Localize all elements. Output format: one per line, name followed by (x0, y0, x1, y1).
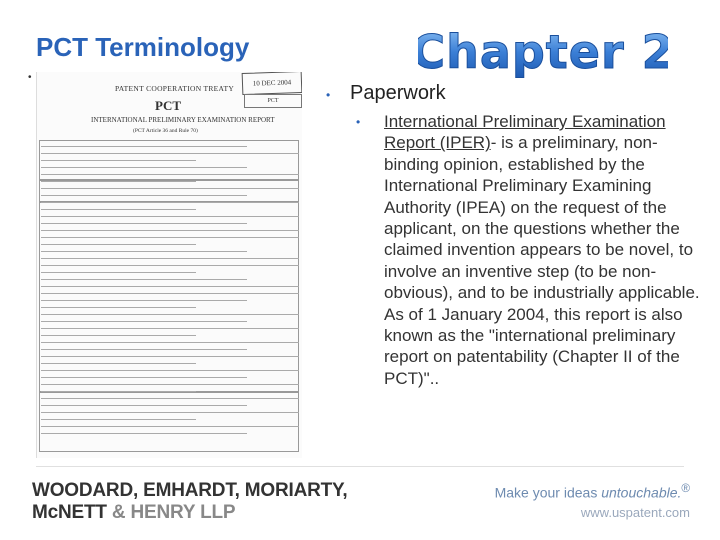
doc-article: (PCT Article 36 and Rule 70) (133, 128, 198, 134)
iper-definition: - is a preliminary, non-binding opinion, established by the International Preliminary Examining Authority (IPEA) on the request of the applicant, on the questions whether the claimed invention appears to be novel, to involve an inventive step (to be non-obvious), and to be industrially applicable. As of 1 January 2004, this report is also known as the "international preliminary report on patentability (Chapter II of the PCT)".. (384, 133, 700, 388)
bullet-dot-icon: • (326, 88, 331, 102)
content-column (322, 82, 702, 389)
doc-text-lines (41, 146, 299, 440)
firm-name-henry: HENRY LLP (130, 502, 236, 523)
firm-name-line2 (32, 502, 347, 524)
iper-document-scan (36, 72, 302, 458)
bullet-iper-text (384, 111, 702, 389)
tagline-part-a: Make your ideas (494, 484, 602, 501)
firm-name-amp: & (111, 502, 126, 523)
registered-mark: ® (681, 482, 690, 495)
footer-divider (36, 466, 684, 467)
website-link[interactable]: www.uspatent.com (580, 504, 690, 520)
bullet-paperwork-label: Paperwork (350, 82, 446, 104)
tagline-text (495, 482, 690, 501)
stray-dot: • (28, 72, 32, 83)
doc-treaty: PATENT COOPERATION TREATY (115, 84, 235, 93)
tagline (495, 482, 690, 520)
bullet-paperwork (322, 82, 702, 105)
bullet-iper (322, 111, 702, 389)
iper-link[interactable]: International Preliminary Examination Report (IPER) (384, 112, 666, 153)
chapter-heading (418, 22, 668, 78)
doc-report-title: INTERNATIONAL PRELIMINARY EXAMINATION REPORT (91, 116, 275, 124)
slide-title: PCT Terminology (36, 32, 250, 62)
firm-name-line1: WOODARD, EMHARDT, MORIARTY, (32, 480, 348, 501)
doc-pct: PCT (155, 98, 181, 113)
firm-logo (32, 480, 347, 524)
date-stamp: 10 DEC 2004 (242, 72, 302, 95)
firm-name-mcnett: McNETT (32, 502, 107, 523)
pct-stamp: PCT (244, 94, 302, 108)
chapter-heading-art (418, 22, 668, 78)
tagline-part-b: untouchable. (601, 484, 682, 501)
chapter-heading-text: Chapter 2 (418, 25, 668, 78)
bullet-dot-icon: • (356, 115, 361, 129)
